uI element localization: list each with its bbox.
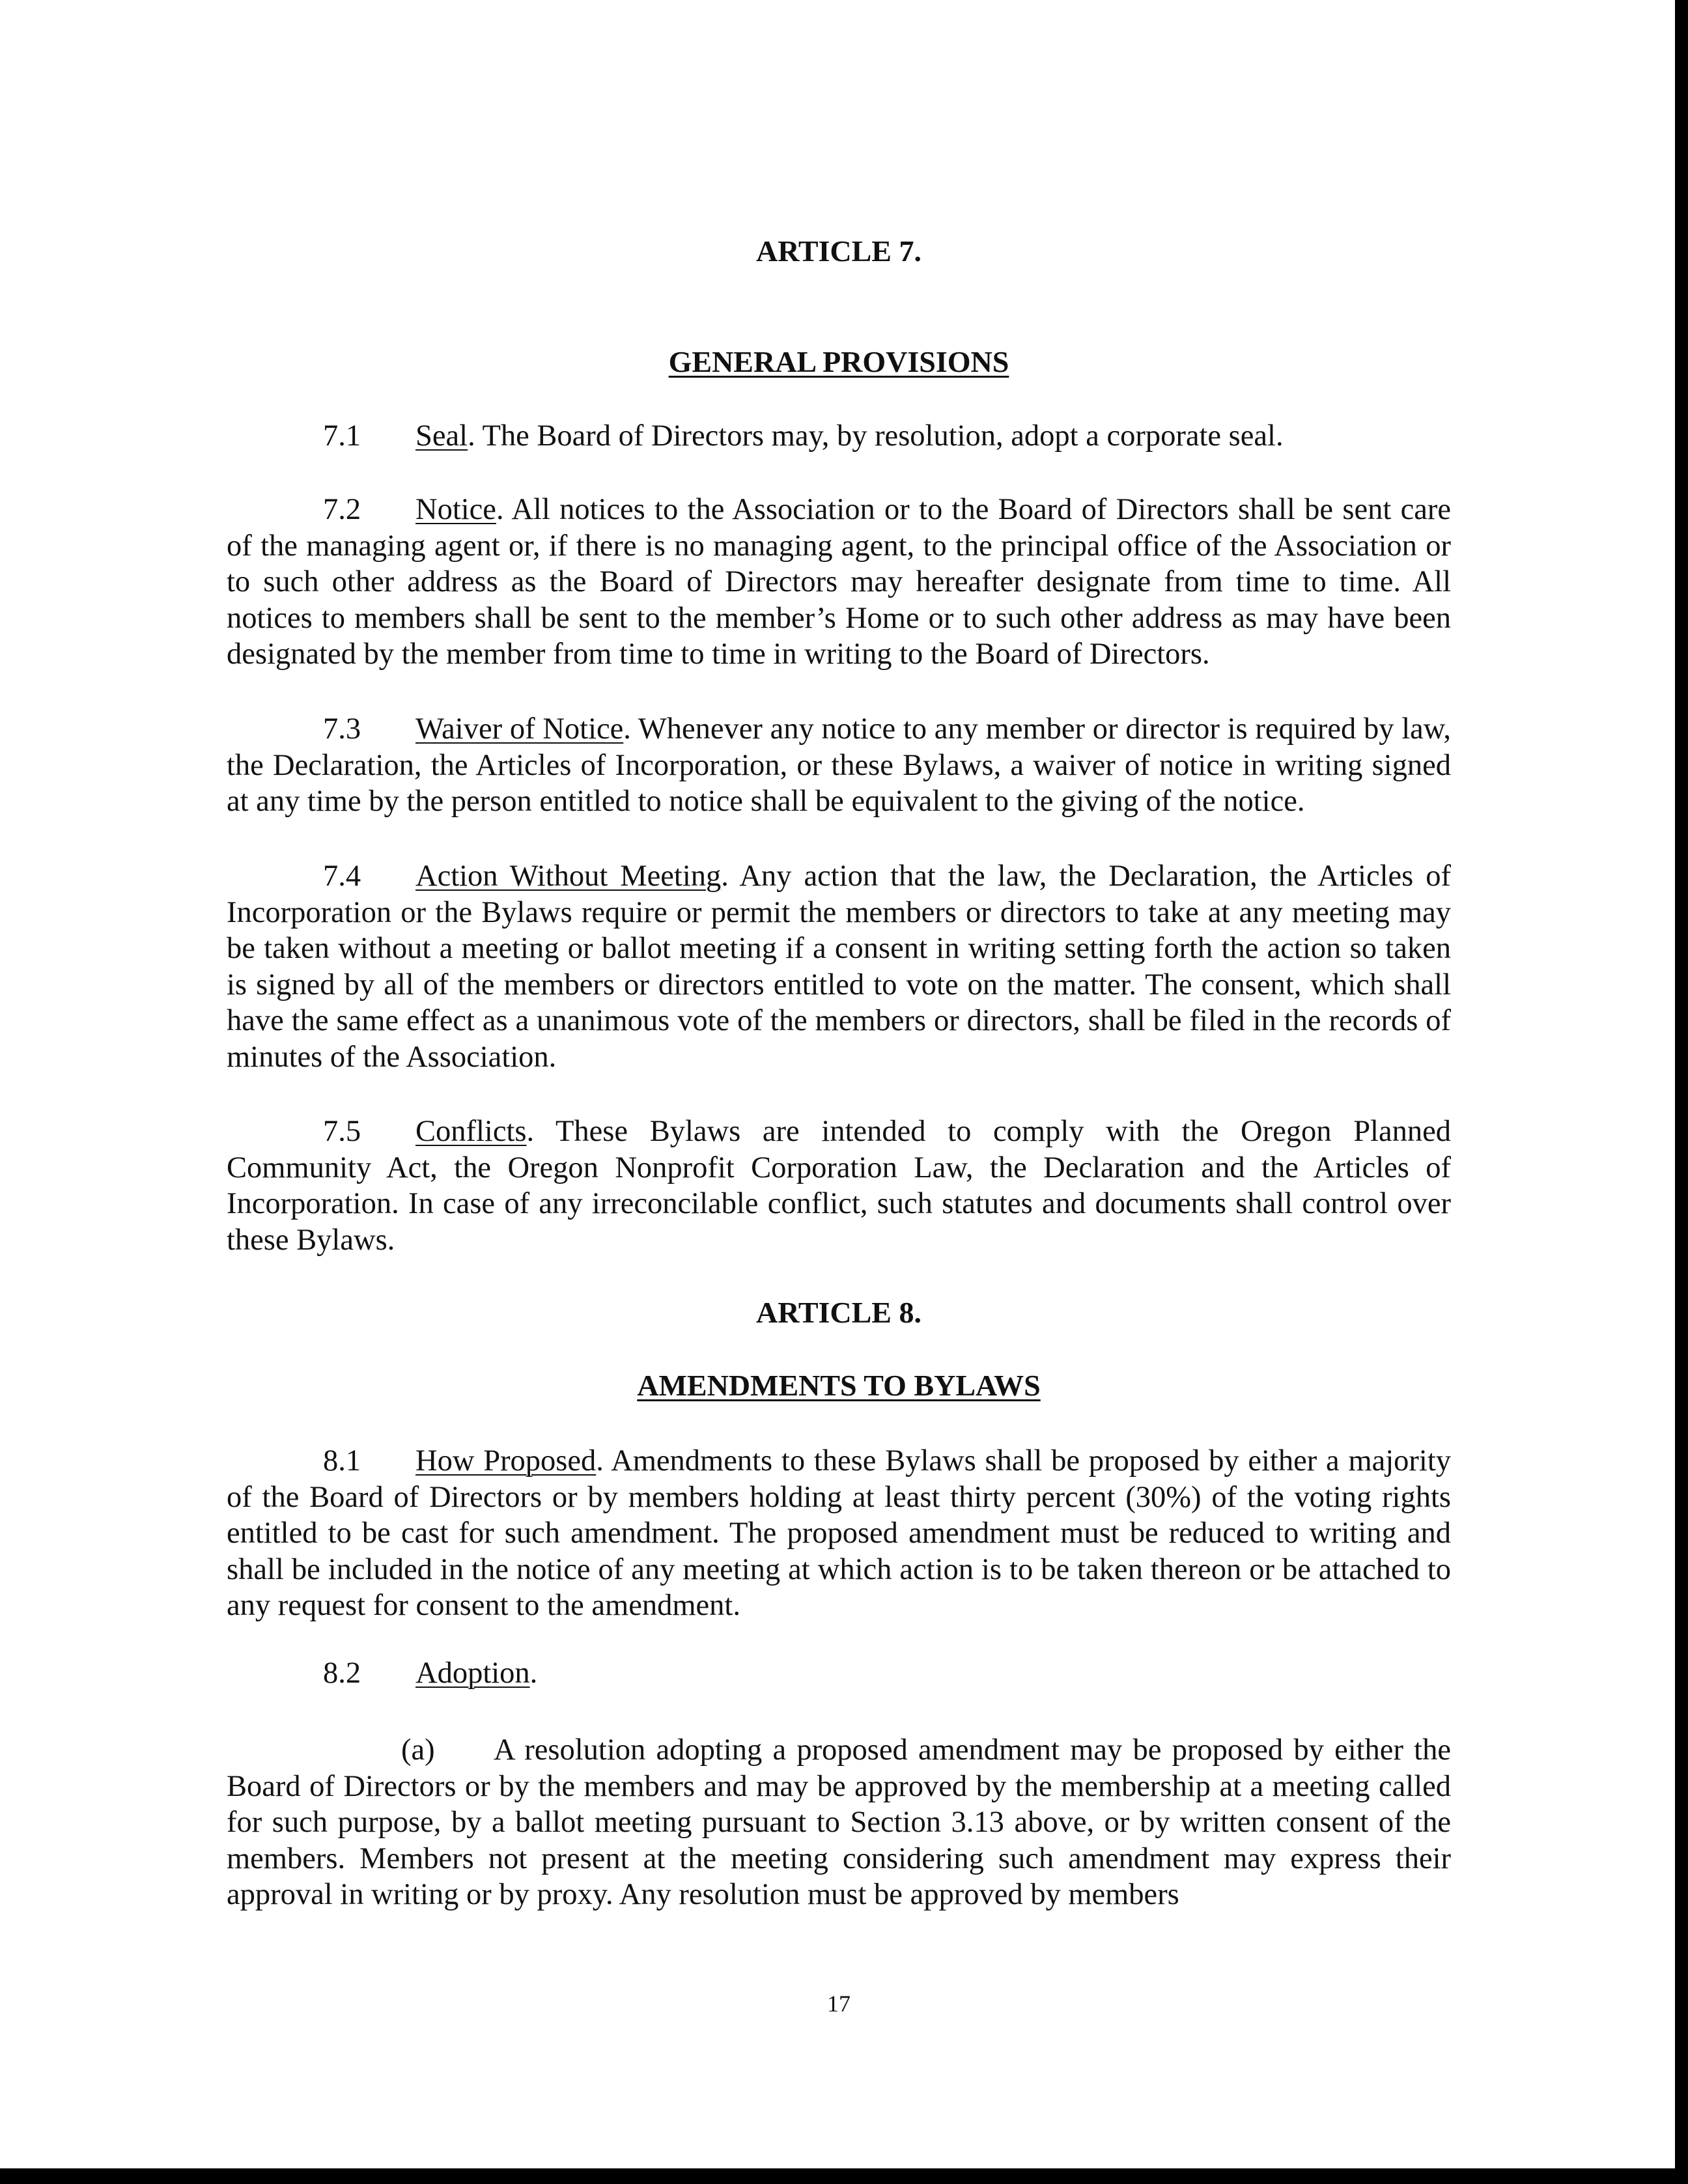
section-number: 7.4 — [323, 860, 361, 893]
section-caption: Action Without Meeting — [415, 860, 722, 893]
section-caption: Conflicts — [415, 1115, 527, 1148]
scan-border-bottom — [0, 2168, 1688, 2184]
section-caption: Seal — [415, 419, 468, 453]
section-text: . Whenever any notice to any member or director is required by law, the Declaration, the Articles of Incorporation, or these Bylaws, a waiver of notice in writing signed at any time by the person entitled to notice shall be equivalent to the giving of the notice. — [227, 712, 1451, 818]
section-caption: How Proposed — [415, 1444, 597, 1477]
section-number: 8.2 — [323, 1657, 361, 1690]
section-7-4 — [227, 858, 1451, 1075]
section-8-1 — [227, 1443, 1451, 1624]
section-caption: Waiver of Notice — [415, 712, 624, 746]
section-7-2 — [227, 492, 1451, 673]
article-7-subtitle-text: GENERAL PROVISIONS — [668, 345, 1009, 378]
section-text: . — [529, 1657, 538, 1690]
section-number: 7.3 — [323, 712, 361, 746]
section-number: 7.1 — [323, 419, 361, 453]
section-text: . The Board of Directors may, by resolution, adopt a corporate seal. — [468, 419, 1284, 453]
section-7-5 — [227, 1113, 1451, 1258]
page-number: 17 — [827, 1991, 851, 2017]
scan-border-right — [1675, 0, 1688, 2184]
section-text: . These Bylaws are intended to comply with the Oregon Planned Community Act, the Oregon Nonprofit Corporation Law, the Declaration and the Articles of Incorporation. In case of any irreconcilable conflict, such statutes and documents shall control over these Bylaws. — [227, 1115, 1451, 1257]
subsection-8-2-a — [227, 1732, 1451, 1913]
section-text: . Any action that the law, the Declaration, the Articles of Incorporation or the Bylaws require or permit the members or directors to take at any meeting may be taken without a meeting or ballot meeting if a consent in writing setting forth the action so taken is signed by all of the members or directors entitled to vote on the matter. The consent, which shall have the same effect as a unanimous vote of the members or directors, shall be filed in the records of minutes of the Association. — [227, 860, 1451, 1074]
section-number: 7.5 — [323, 1115, 361, 1148]
section-text: . Amendments to these Bylaws shall be proposed by either a majority of the Board of Directors or by members holding at least thirty percent (30%) of the voting rights entitled to be cast for such amendment. The proposed amendment must be reduced to writing and shall be included in the notice of any meeting at which action is to be taken thereon or be attached to any request for consent to the amendment. — [227, 1444, 1451, 1622]
section-number: 8.1 — [323, 1444, 361, 1477]
section-caption: Adoption — [415, 1657, 530, 1690]
section-7-3 — [227, 711, 1451, 820]
section-8-2 — [227, 1655, 1451, 1692]
article-8-title: ARTICLE 8. — [756, 1296, 921, 1329]
subsection-text: A resolution adopting a proposed amendment may be proposed by either the Board of Directors or by the members and may be approved by the membership at a meeting called for such purpose, by a ballot meeting pursuant to Section 3.13 above, or by written consent of the members. Members not present at the meeting considering such amendment may express their approval in writing or by proxy. Any resolution must be approved by members — [227, 1733, 1451, 1911]
section-7-1 — [227, 418, 1451, 455]
article-8-subtitle — [227, 1367, 1451, 1404]
section-caption: Notice — [415, 493, 496, 526]
article-7-title: ARTICLE 7. — [756, 234, 921, 268]
subsection-number: (a) — [401, 1733, 435, 1767]
section-text: . All notices to the Association or to the Board of Directors shall be sent care of the managing agent or, if there is no managing agent, to the principal office of the Association or to such other address as the Board of Directors may hereafter designate from time to time. All notices to members shall be sent to the member’s Home or to such other address as may have been designated by the member from time to time in writing to the Board of Directors. — [227, 493, 1451, 671]
article-7-subtitle — [227, 344, 1451, 380]
article-8-subtitle-text: AMENDMENTS TO BYLAWS — [637, 1369, 1041, 1402]
section-number: 7.2 — [323, 493, 361, 526]
